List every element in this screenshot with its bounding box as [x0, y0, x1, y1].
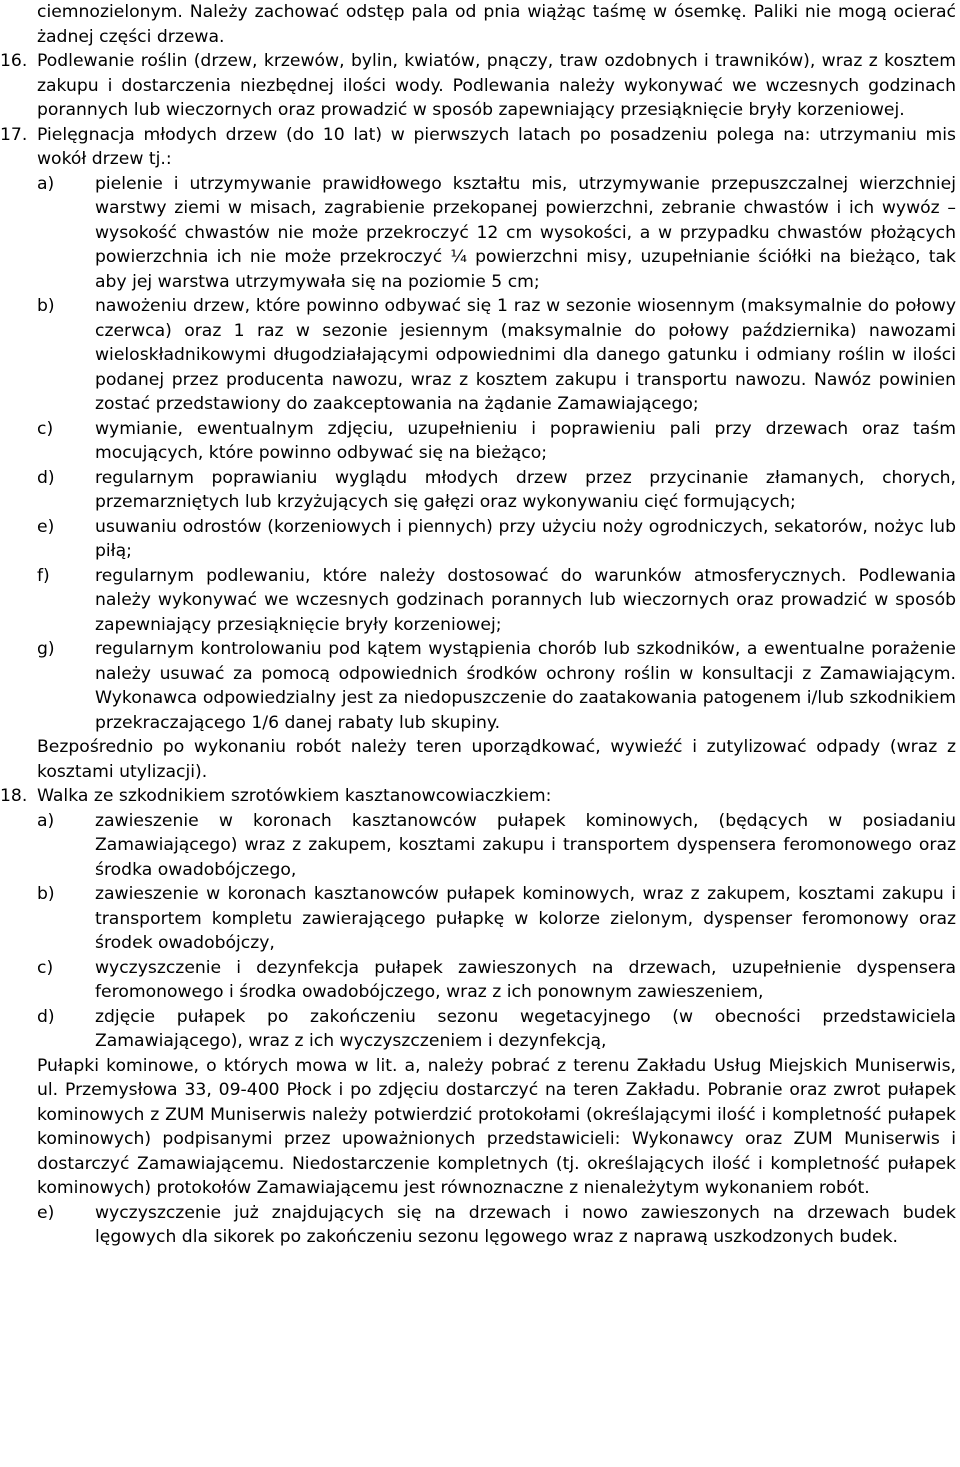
item-text: pielenie i utrzymywanie prawidłowego kształtu mis, utrzymywanie przepuszczalnej wierzchniej warstwy ziemi w misach, zagrabienie przekopanej powierzchni, zebranie chwastów i ich wywóz – wysokość chwastów nie może przekroczyć 12 cm wysokości, a w przypadku chwastów płożących powierzchnia ich nie może przekroczyć ¼ powierzchni misy, uzupełnianie ściółki na bieżąco, tak aby jej warstwa utrzymywała się na poziomie 5 cm; — [95, 173, 956, 292]
item-text: wymianie, ewentualnym zdjęciu, uzupełnieniu i poprawieniu pali przy drzewach oraz taśm mocujących, które powinno odbywać się na bieżąco; — [95, 418, 956, 463]
section-18-middle: Pułapki kominowe, o których mowa w lit. a, należy pobrać z terenu Zakładu Usług Miejskich Muniserwis, ul. Przemysłowa 33, 09-400 Płock i po zdjęciu dostarczyć na teren Zakładu. Pobranie oraz zwrot pułapek kominowych z ZUM Muniserwis należy potwierdzić protokołami (określającymi ilość i kompletność pułapek kominowych) podpisanymi przez upoważnionych przedstawicieli: Wykonawcy oraz ZUM Muniserwis i dostarczyć Zamawiającemu. Niedostarczenie kompletnych (tj. określających ilość i kompletność pułapek kominowych) protokołów Zamawiającemu jest równoznaczne z nienależytym wykonaniem robót. — [37, 1055, 956, 1198]
item-label: e) — [37, 1202, 55, 1223]
section-number: 17. — [0, 124, 28, 145]
item-text: regularnym poprawianiu wyglądu młodych drzew przez przycinanie złamanych, chorych, przemarzniętych lub krzyżujących się gałęzi oraz wykonywaniu cięć formujących; — [95, 467, 956, 512]
section-number: 18. — [0, 786, 28, 806]
list-item — [37, 172, 956, 295]
item-text: usuwaniu odrostów (korzeniowych i piennych) przy użyciu noży ogrodniczych, sekatorów, nożyc lub piłą; — [95, 516, 956, 561]
section-18 — [0, 784, 956, 809]
continued-paragraph: ciemnozielonym. Należy zachować odstęp pala od pnia wiążąc taśmę w ósemkę. Paliki nie mogą ocierać żadnej części drzewa. — [37, 2, 956, 47]
section-text: Walka ze szkodnikiem szrotówkiem kasztanowcowiaczkiem: — [37, 786, 552, 806]
section-number: 16. — [0, 51, 28, 71]
list-item — [37, 956, 956, 1005]
item-label: e) — [37, 516, 55, 537]
section-17-closing: Bezpośrednio po wykonaniu robót należy teren uporządkować, wywieźć i zutylizować odpady (wraz z kosztami utylizacji). — [37, 737, 956, 782]
list-item — [37, 294, 956, 417]
item-label: f) — [37, 565, 50, 586]
item-label: g) — [37, 639, 55, 659]
item-text: wyczyszczenie i dezynfekcja pułapek zawieszonych na drzewach, uzupełnienie dyspensera feromonowego i środka owadobójczego, wraz z ich ponownym zawieszeniem, — [95, 957, 956, 1002]
list-item — [37, 1201, 956, 1250]
item-label: c) — [37, 957, 54, 978]
list-item — [37, 515, 956, 564]
item-label: d) — [37, 467, 55, 488]
section-18-items-after — [37, 1201, 956, 1250]
list-item — [37, 1005, 956, 1054]
item-label: d) — [37, 1006, 55, 1027]
item-text: zdjęcie pułapek po zakończeniu sezonu wegetacyjnego (w obecności przedstawiciela Zamawiającego), wraz z ich wyczyszczeniem i dezynfekcją, — [95, 1006, 956, 1051]
list-item — [37, 417, 956, 466]
item-label: b) — [37, 884, 55, 904]
section-text: Podlewanie roślin (drzew, krzewów, bylin, kwiatów, pnączy, traw ozdobnych i trawników), wraz z kosztem zakupu i dostarczenia niezbędnej ilości wody. Podlewania należy wykonywać we wczesnych godzinach porannych lub wieczornych oraz prowadzić w sposób zapewniający przesiąknięcie bryły korzeniowej. — [37, 51, 956, 120]
item-label: a) — [37, 810, 55, 831]
list-item — [37, 809, 956, 883]
list-item — [37, 466, 956, 515]
list-item — [37, 882, 956, 956]
list-item — [37, 564, 956, 638]
section-18-items — [37, 809, 956, 1054]
item-text: nawożeniu drzew, które powinno odbywać się 1 raz w sezonie wiosennym (maksymalnie do połowy czerwca) oraz 1 raz w sezonie jesiennym (maksymalnie do połowy października) nawozami wieloskładnikowymi długodziałającymi odpowiednimi dla danego gatunku i odmiany roślin w ilości podanej przez producenta nawozu, wraz z kosztem zakupu i transportu nawozu. Nawóz powinien zostać przedstawiony do zaakceptowania na żądanie Zamawiającego; — [95, 296, 956, 414]
item-text: wyczyszczenie już znajdujących się na drzewach i nowo zawieszonych na drzewach budek lęgowych dla sikorek po zakończeniu sezonu lęgowego wraz z naprawą uszkodzonych budek. — [95, 1202, 956, 1247]
item-text: regularnym podlewaniu, które należy dostosować do warunków atmosferycznych. Podlewania należy wykonywać we wczesnych godzinach porannych lub wieczornych oraz prowadzić w sposób zapewniający przesiąknięcie bryły korzeniowej; — [95, 565, 956, 635]
item-text: zawieszenie w koronach kasztanowców pułapek kominowych, (będących w posiadaniu Zamawiającego) wraz z zakupem, kosztami zakupu i transportem dyspensera feromonowego oraz środka owadobójczego, — [95, 810, 956, 880]
item-label: b) — [37, 296, 55, 316]
section-text: Pielęgnacja młodych drzew (do 10 lat) w pierwszych latach po posadzeniu polega na: utrzymaniu mis wokół drzew tj.: — [37, 124, 956, 169]
section-16 — [0, 49, 956, 123]
list-item — [37, 637, 956, 735]
section-17 — [0, 123, 956, 172]
item-text: regularnym kontrolowaniu pod kątem wystąpienia chorób lub szkodników, a ewentualne porażenie należy usuwać za pomocą odpowiednich środków ochrony roślin w konsultacji z Zamawiającym. Wykonawca odpowiedzialny jest za niedopuszczenie do zaatakowania patogenem i/lub szkodnikiem przekraczającego 1/6 danej rabaty lub skupiny. — [95, 639, 956, 733]
item-label: a) — [37, 173, 55, 194]
section-17-items — [37, 172, 956, 736]
item-text: zawieszenie w koronach kasztanowców pułapek kominowych, wraz z zakupem, kosztami zakupu i transportem kompletu zawierającego pułapkę w kolorze zielonym, dyspenser feromonowy oraz środek owadobójczy, — [95, 884, 956, 953]
item-label: c) — [37, 418, 54, 439]
